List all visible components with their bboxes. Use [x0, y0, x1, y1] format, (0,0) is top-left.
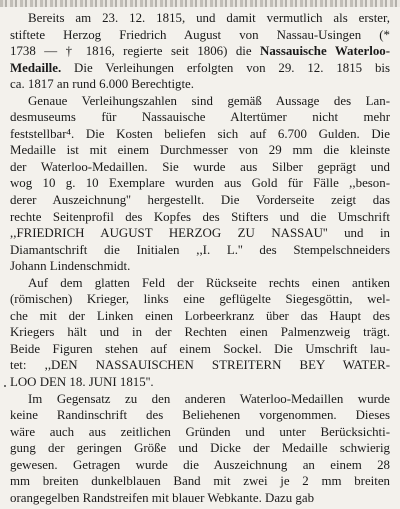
text-line: derer Auszeichnung'' hergestellt. Die Vorderseite zeigt das [10, 193, 390, 208]
text-line: keine Randinschrift des Beliehenen vorgenommen. Dieses [10, 408, 390, 423]
text-line: rechte Seitenprofil des Kopfes des Stifters und die Umschrift [10, 209, 390, 224]
text-line: Beide Figuren stehen auf einem Sockel. Die Umschrift lau- [10, 341, 390, 356]
text-line: desmuseums für Nassauische Altertümer nicht mehr [10, 110, 390, 125]
text-line: 1738 — † 1816, regierte seit 1806) die Nassauische Waterloo- [10, 44, 390, 59]
text-line: Im Gegensatz zu den anderen Waterloo-Medaillen wurde [28, 391, 390, 406]
text-line: LOO DEN 18. JUNI 1815''. [10, 375, 154, 390]
text-line: gewesen. Getragen wurde die Auszeichnung an einem 28 [10, 457, 390, 472]
text-line: gung der geringen Größe und Dicke der Medaille schwierig [10, 441, 390, 456]
text-line: Genaue Verleihungszahlen sind gemäß Aussage des Lan- [28, 93, 390, 108]
text-line: Diamantschrift die Initialen ,,I. L.'' des Stempelschneiders [10, 242, 390, 257]
paragraph [10, 275, 390, 391]
bold-term: Nassauische Waterloo- [260, 44, 390, 59]
text-line: wäre auch aus zeitlichen Gründen und unter Berücksichti- [10, 424, 390, 439]
text-line: wog 10 g. 10 Exemplare wurden aus Gold für Fälle ,,beson- [10, 176, 390, 191]
text-line: che mit der Linken einen Lorbeerkranz über das Haupt des [10, 308, 390, 323]
body-text [10, 10, 390, 506]
text-line: mm breiten dunkelblauen Band mit zwei je 2 mm breiten [10, 474, 390, 489]
cropped-previous-line [0, 0, 400, 7]
text-line: Medaille. Die Verleihungen erfolgten von 29. 12. 1815 bis [10, 60, 390, 75]
paragraph [10, 391, 390, 507]
text-line: Johann Lindenschmidt. [10, 259, 131, 274]
bold-term: Medaille. [10, 60, 62, 75]
text-line: ca. 1817 an rund 6.000 Berechtigte. [10, 77, 194, 92]
paragraph [10, 10, 390, 93]
text-line: ,,FRIEDRICH AUGUST HERZOG ZU NASSAU'' und in [10, 226, 390, 241]
text-line: feststellbar⁴. Die Kosten beliefen sich auf 6.700 Gulden. Die [10, 126, 390, 141]
text-line: Auf dem glatten Feld der Rückseite rechts einen antiken [28, 275, 390, 290]
text-line: orangegelben Randstreifen mit blauer Webkante. Dazu gab [10, 490, 315, 505]
text-line: Kriegers hält und in der Rechten einen Palmenzweig trägt. [10, 325, 390, 340]
scan-speck [4, 385, 6, 387]
text-line: der Waterloo-Medaillen. Sie wurde aus Silber geprägt und [10, 159, 390, 174]
text-line: Bereits am 23. 12. 1815, und damit vermutlich als erster, [28, 11, 390, 25]
paragraph [10, 93, 390, 275]
text-line: stiftete Herzog Friedrich August von Nassau-Usingen (* [10, 27, 390, 42]
text-line: (römischen) Krieger, links eine geflügelte Siegesgöttin, wel- [10, 292, 390, 307]
text-line: Medaille ist mit einem Durchmesser von 29 mm die kleinste [10, 143, 390, 158]
text-line: tet: ,,DEN NASSAUISCHEN STREITERN BEY WATER- [10, 358, 390, 373]
